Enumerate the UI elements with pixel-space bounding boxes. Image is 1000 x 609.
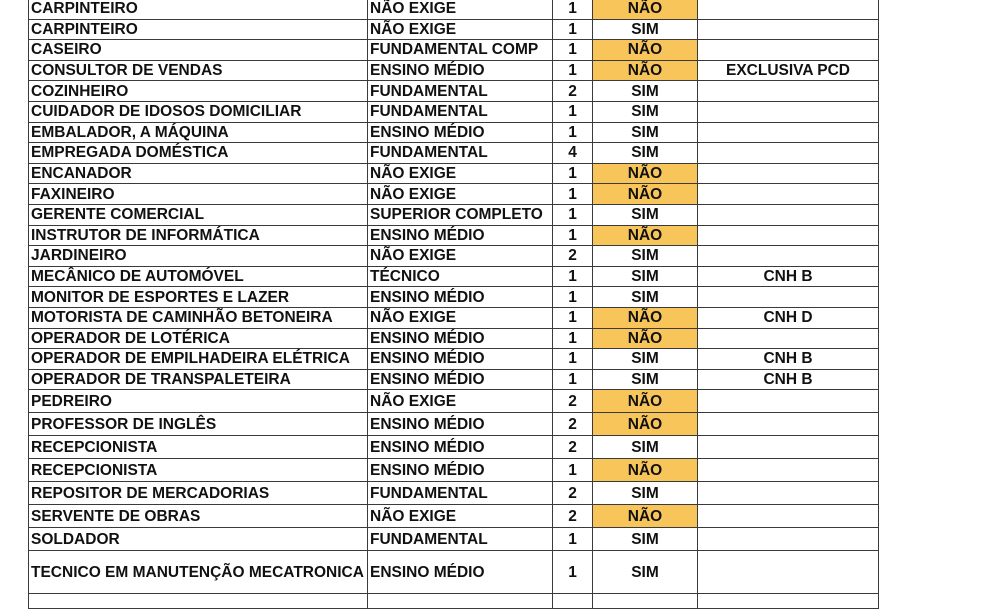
job-title-cell: OPERADOR DE EMPILHADEIRA ELÉTRICA [29,349,368,370]
note-cell: CNH B [698,369,879,390]
note-cell [698,122,879,143]
experience-cell: SIM [593,551,698,594]
education-cell: ENSINO MÉDIO [368,349,553,370]
quantity-cell: 2 [553,246,593,267]
job-title-cell: REPOSITOR DE MERCADORIAS [29,482,368,505]
job-title-cell: EMPREGADA DOMÉSTICA [29,143,368,164]
education-cell: SUPERIOR COMPLETO [368,204,553,225]
education-cell: ENSINO MÉDIO [368,60,553,81]
table-row [29,287,879,308]
note-cell: EXCLUSIVA PCD [698,60,879,81]
quantity-cell: 1 [553,551,593,594]
quantity-cell: 2 [553,413,593,436]
experience-cell: SIM [593,436,698,459]
job-title-cell: COZINHEIRO [29,81,368,102]
education-cell: NÃO EXIGE [368,505,553,528]
empty-cell [368,594,553,609]
job-title-cell: RECEPCIONISTA [29,436,368,459]
table-row [29,528,879,551]
education-cell: ENSINO MÉDIO [368,369,553,390]
quantity-cell: 1 [553,163,593,184]
quantity-cell: 1 [553,459,593,482]
quantity-cell: 1 [553,349,593,370]
quantity-cell: 1 [553,369,593,390]
note-cell [698,225,879,246]
experience-cell: NÃO [593,307,698,328]
education-cell: NÃO EXIGE [368,307,553,328]
education-cell: FUNDAMENTAL [368,81,553,102]
experience-cell: SIM [593,122,698,143]
table-row [29,225,879,246]
empty-cell [553,594,593,609]
job-title-cell: INSTRUTOR DE INFORMÁTICA [29,225,368,246]
note-cell [698,143,879,164]
table-row [29,390,879,413]
education-cell: ENSINO MÉDIO [368,328,553,349]
quantity-cell: 1 [553,287,593,308]
job-title-cell: PEDREIRO [29,390,368,413]
job-title-cell: FAXINEIRO [29,184,368,205]
experience-cell: SIM [593,349,698,370]
job-title-cell: SERVENTE DE OBRAS [29,505,368,528]
table-row [29,328,879,349]
note-cell [698,101,879,122]
table-row [29,369,879,390]
education-cell: NÃO EXIGE [368,163,553,184]
quantity-cell: 1 [553,528,593,551]
job-title-cell: CARPINTEIRO [29,0,368,19]
note-cell [698,40,879,61]
table-row [29,184,879,205]
quantity-cell: 1 [553,101,593,122]
experience-cell: SIM [593,19,698,40]
empty-cell [29,594,368,609]
quantity-cell: 1 [553,122,593,143]
note-cell [698,436,879,459]
job-title-cell: CASEIRO [29,40,368,61]
experience-cell: NÃO [593,459,698,482]
table-body [29,0,879,609]
education-cell: ENSINO MÉDIO [368,287,553,308]
experience-cell: SIM [593,369,698,390]
experience-cell: NÃO [593,225,698,246]
quantity-cell: 1 [553,266,593,287]
experience-cell: SIM [593,482,698,505]
quantity-cell: 1 [553,204,593,225]
experience-cell: SIM [593,101,698,122]
note-cell: CNH D [698,307,879,328]
table-row [29,163,879,184]
table-row [29,505,879,528]
table-row-empty [29,594,879,609]
education-cell: ENSINO MÉDIO [368,225,553,246]
job-title-cell: PROFESSOR DE INGLÊS [29,413,368,436]
education-cell: NÃO EXIGE [368,0,553,19]
note-cell [698,184,879,205]
experience-cell: SIM [593,528,698,551]
note-cell [698,19,879,40]
education-cell: NÃO EXIGE [368,246,553,267]
note-cell [698,0,879,19]
experience-cell: NÃO [593,505,698,528]
note-cell [698,459,879,482]
experience-cell: NÃO [593,184,698,205]
table-row [29,204,879,225]
empty-cell [593,594,698,609]
empty-cell [698,594,879,609]
job-title-cell: CUIDADOR DE IDOSOS DOMICILIAR [29,101,368,122]
job-title-cell: MECÂNICO DE AUTOMÓVEL [29,266,368,287]
table-row [29,143,879,164]
note-cell [698,204,879,225]
table-row [29,551,879,594]
job-title-cell: ENCANADOR [29,163,368,184]
education-cell: FUNDAMENTAL [368,528,553,551]
education-cell: NÃO EXIGE [368,390,553,413]
experience-cell: NÃO [593,40,698,61]
job-title-cell: SOLDADOR [29,528,368,551]
education-cell: FUNDAMENTAL [368,482,553,505]
note-cell [698,482,879,505]
experience-cell: NÃO [593,163,698,184]
job-title-cell: RECEPCIONISTA [29,459,368,482]
table-row [29,307,879,328]
note-cell [698,528,879,551]
job-title-cell: CONSULTOR DE VENDAS [29,60,368,81]
quantity-cell: 1 [553,60,593,81]
table-row [29,266,879,287]
table-row [29,349,879,370]
education-cell: FUNDAMENTAL COMP [368,40,553,61]
table-row [29,246,879,267]
table-row [29,436,879,459]
experience-cell: NÃO [593,0,698,19]
quantity-cell: 1 [553,184,593,205]
quantity-cell: 1 [553,19,593,40]
table-row [29,459,879,482]
table-row [29,19,879,40]
quantity-cell: 1 [553,328,593,349]
table-row [29,60,879,81]
education-cell: ENSINO MÉDIO [368,122,553,143]
experience-cell: SIM [593,81,698,102]
education-cell: FUNDAMENTAL [368,143,553,164]
education-cell: NÃO EXIGE [368,19,553,40]
quantity-cell: 1 [553,0,593,19]
table-row [29,122,879,143]
education-cell: ENSINO MÉDIO [368,459,553,482]
experience-cell: NÃO [593,328,698,349]
job-title-cell: OPERADOR DE LOTÉRICA [29,328,368,349]
experience-cell: SIM [593,266,698,287]
quantity-cell: 2 [553,505,593,528]
experience-cell: SIM [593,204,698,225]
table-row [29,482,879,505]
table-row [29,40,879,61]
experience-cell: SIM [593,287,698,308]
table-row [29,0,879,19]
quantity-cell: 2 [553,390,593,413]
experience-cell: NÃO [593,413,698,436]
note-cell [698,163,879,184]
education-cell: FUNDAMENTAL [368,101,553,122]
job-title-cell: EMBALADOR, A MÁQUINA [29,122,368,143]
table-row [29,81,879,102]
job-title-cell: MONITOR DE ESPORTES E LAZER [29,287,368,308]
quantity-cell: 1 [553,307,593,328]
note-cell [698,287,879,308]
education-cell: ENSINO MÉDIO [368,436,553,459]
experience-cell: NÃO [593,60,698,81]
note-cell [698,246,879,267]
experience-cell: SIM [593,246,698,267]
job-title-cell: TECNICO EM MANUTENÇÃO MECATRONICA [29,551,368,594]
table-row [29,101,879,122]
note-cell [698,81,879,102]
education-cell: NÃO EXIGE [368,184,553,205]
table-row [29,413,879,436]
note-cell [698,413,879,436]
quantity-cell: 1 [553,40,593,61]
note-cell [698,551,879,594]
job-title-cell: CARPINTEIRO [29,19,368,40]
note-cell [698,328,879,349]
quantity-cell: 1 [553,225,593,246]
job-title-cell: JARDINEIRO [29,246,368,267]
quantity-cell: 2 [553,81,593,102]
job-title-cell: GERENTE COMERCIAL [29,204,368,225]
quantity-cell: 2 [553,436,593,459]
experience-cell: SIM [593,143,698,164]
job-title-cell: OPERADOR DE TRANSPALETEIRA [29,369,368,390]
quantity-cell: 2 [553,482,593,505]
education-cell: ENSINO MÉDIO [368,413,553,436]
note-cell: CNH B [698,349,879,370]
note-cell [698,390,879,413]
quantity-cell: 4 [553,143,593,164]
job-title-cell: MOTORISTA DE CAMINHÃO BETONEIRA [29,307,368,328]
education-cell: TÉCNICO [368,266,553,287]
education-cell: ENSINO MÉDIO [368,551,553,594]
experience-cell: NÃO [593,390,698,413]
note-cell: CNH B [698,266,879,287]
job-vacancies-table [28,0,879,609]
note-cell [698,505,879,528]
